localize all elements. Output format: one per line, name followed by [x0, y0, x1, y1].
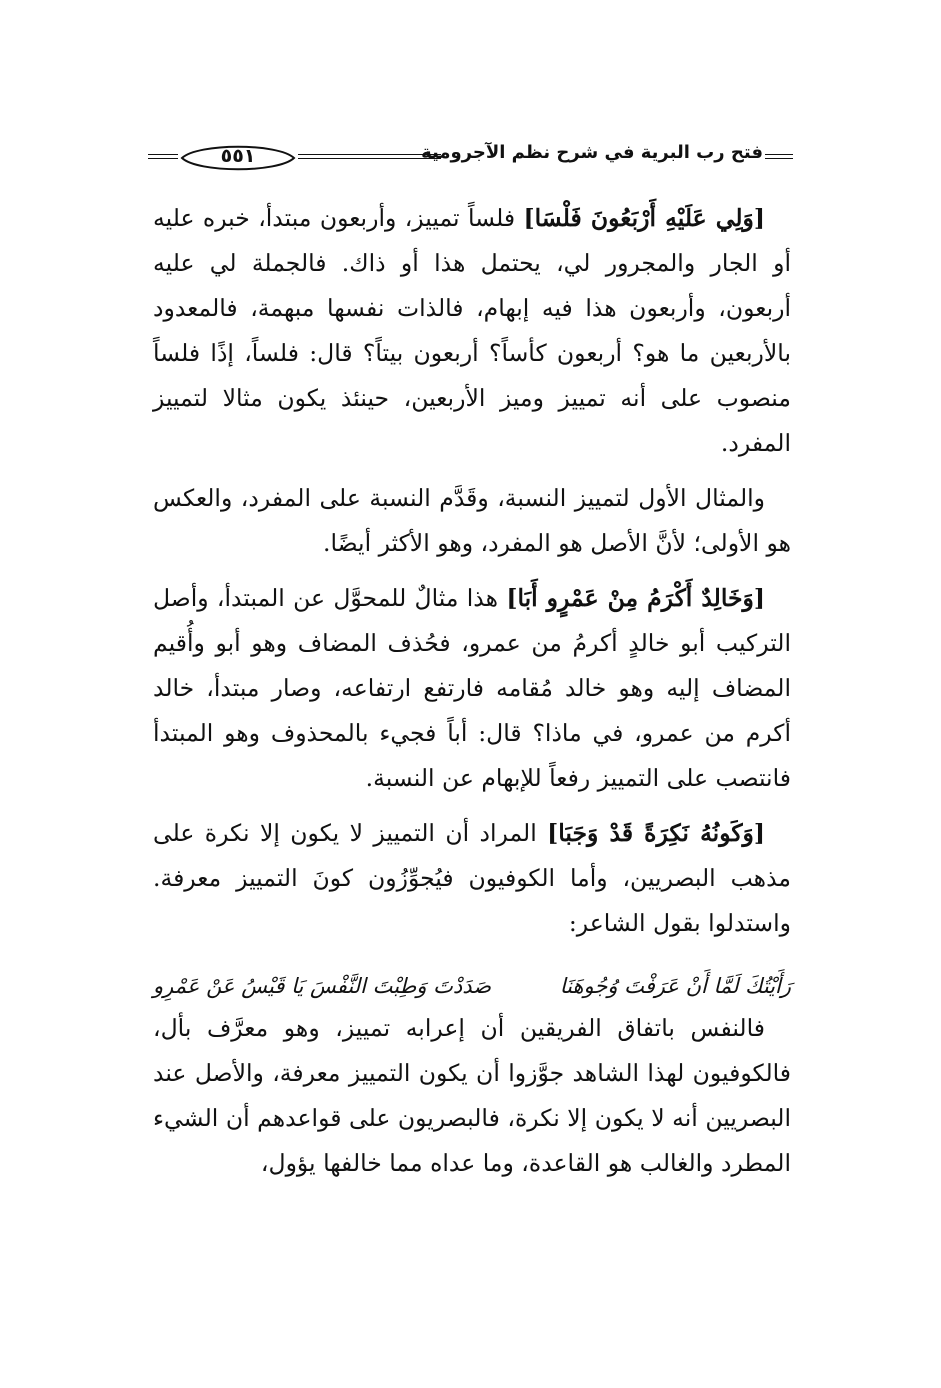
paragraph-5 — [153, 1006, 791, 1186]
page-number-frame — [178, 140, 298, 176]
poetry-verse — [153, 960, 791, 1006]
paragraph-text: فالنفس باتفاق الفريقين أن إعرابه تمييز، وهو معرَّف بأل، فالكوفيون لهذا الشاهد جوَّزوا أن يكون التمييز معرفة، والأصل عند البصريين أنه لا يكون إلا نكرة، فالبصريون على قواعدهم أن الشيء المطرد والغالب هو القاعدة، وما عداه مما خالفها يؤول، — [153, 1014, 791, 1177]
poem-quote: [وَخَالِدٌ أَكْرَمُ مِنْ عَمْرٍو أَبَا] — [506, 584, 765, 612]
paragraph-text: فلساً تمييز، وأربعون مبتدأ، خبره عليه أو الجار والمجرور لي، يحتمل هذا أو ذاك. فالجملة لي عليه أربعون، وأربعون هذا فيه إبهام، فالذات نفسها مبهمة، فالمعدود بالأربعين ما هو؟ أربعون كأساً؟ أربعون بيتاً؟ قال: فلساً، إذًا فلساً منصوب على أنه تمييز وميز الأربعين، حينئذ يكون مثالا لتمييز المفرد. — [153, 204, 791, 457]
paragraph-4 — [153, 811, 791, 946]
paragraph-2 — [153, 476, 791, 566]
header-rule-middle — [298, 154, 441, 159]
poem-quote: [وَكَونُهُ نَكِرَةً قَدْ وَجَبَا] — [547, 819, 766, 847]
header-rule-left — [148, 154, 178, 159]
paragraph-text: والمثال الأول لتمييز النسبة، وقَدَّم النسبة على المفرد، والعكس هو الأولى؛ لأنَّ الأصل هو المفرد، وهو الأكثر أيضًا. — [153, 484, 791, 557]
header-rule-right — [765, 154, 793, 159]
body-text — [153, 196, 791, 1196]
verse-second-hemistich: صَدَدْتَ وَطِبْتَ النَّفْسَ يَا قَيْسُ عَنْ عَمْرِو — [153, 974, 492, 998]
paragraph-text: المراد أن التمييز لا يكون إلا نكرة على مذهب البصريين، وأما الكوفيون فيُجوِّزُون كونَ التمييز معرفة. واستدلوا بقول الشاعر: — [153, 819, 791, 937]
verse-first-hemistich: رَأَيْتُكَ لَمَّا أَنْ عَرَفْتَ وُجُوهَنَا — [559, 974, 791, 998]
running-header — [148, 138, 793, 180]
poem-quote: [وَلِي عَلَيْهِ أَرْبَعُونَ فَلْسَا] — [523, 204, 765, 232]
page-number: ٥٥١ — [220, 145, 256, 167]
paragraph-1 — [153, 196, 791, 466]
paragraph-text: هذا مثالٌ للمحوَّل عن المبتدأ، وأصل التركيب أبو خالدٍ أكرمُ من عمرو، فحُذف المضاف وهو أبو وأُقيم المضاف إليه وهو خالد مُقامه فارتفع ارتفاعه، وصار مبتدأ، خالد أكرم من عمرو، في ماذا؟ قال: أباً فجيء بالمحذوف وهو المبتدأ فانتصب على التمييز رفعاً للإبهام عن النسبة. — [153, 584, 791, 792]
paragraph-3 — [153, 576, 791, 801]
running-title: فتح رب البرية في شرح نظم الآجرومية — [421, 142, 763, 163]
